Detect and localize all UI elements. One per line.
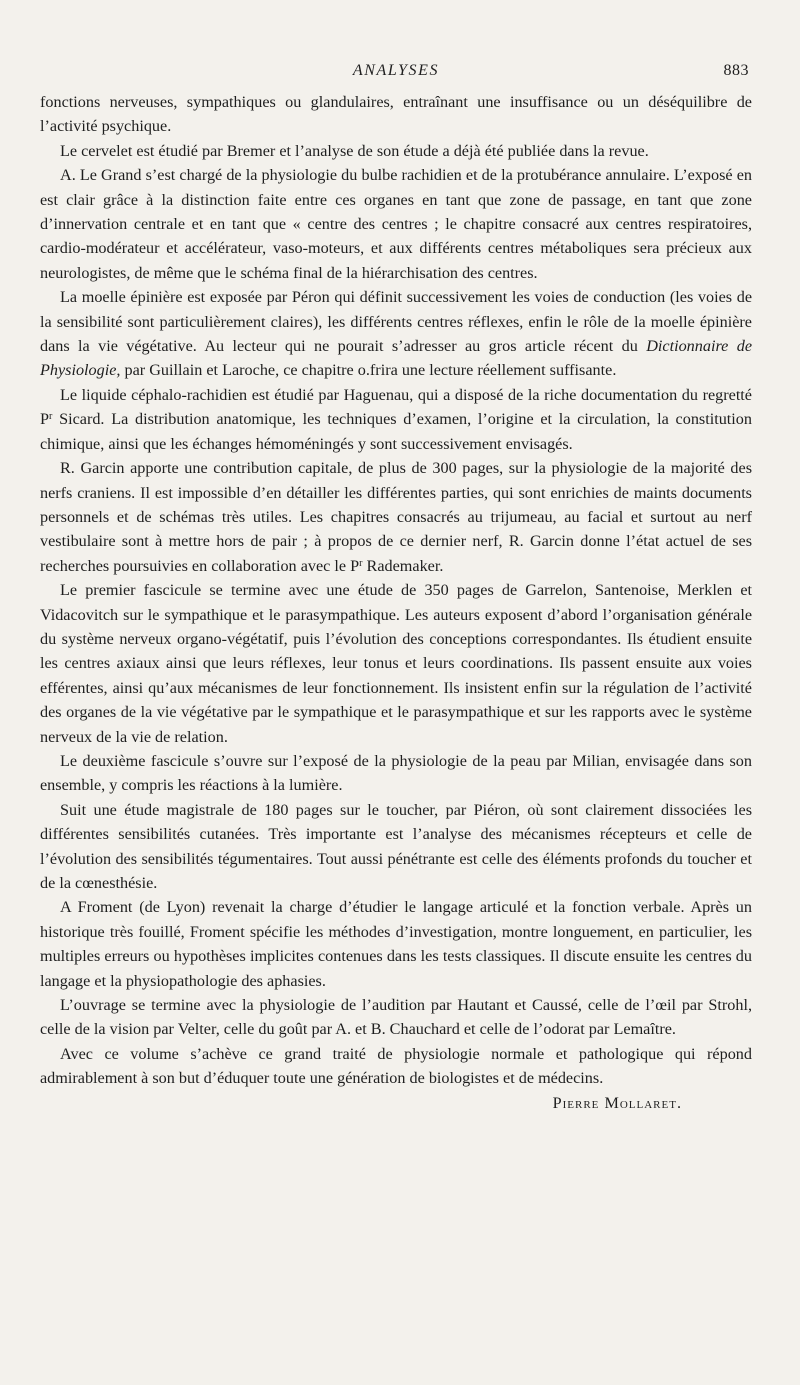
paragraph-8: Le deuxième fascicule s’ouvre sur l’exposé de la physiologie de la peau par Milian, envisagée dans son ensemble, y compris les réactions à la lumière. [40, 751, 752, 795]
paragraph-5-text-a: Le liquide céphalo-rachidien est étudié par Haguenau, qui a disposé de la riche documentation du regretté P [40, 385, 752, 429]
paragraph-6 [40, 456, 752, 578]
running-title: ANALYSES [352, 62, 440, 79]
paragraph-4 [40, 285, 752, 383]
paragraph-6-text-b: Rademaker. [362, 556, 444, 575]
paragraph-12: Avec ce volume s’achève ce grand traité de physiologie normale et pathologique qui répond admirablement à son but d’éduquer toute une génération de biologistes et de médecins. [40, 1044, 752, 1088]
paragraph-7: Le premier fascicule se termine avec une étude de 350 pages de Garrelon, Santenoise, Merklen et Vidacovitch sur le sympathique et le parasympathique. Les auteurs exposent d’abord l’organisation générale du système nerveux organo-végétatif, puis l’évolution des conceptions correspondantes. Ils étudient ensuite les centres axiaux ainsi que leurs réflexes, leur tonus et leurs coordinations. Ils passent ensuite aux voies efférentes, ainsi qu’aux mécanismes de leur fonctionnement. Ils insistent enfin sur la régulation de l’activité des organes de la vie végétative par le sympathique et le parasympathique et sur les rapports avec le système nerveux de la vie de relation. [40, 581, 752, 746]
paragraph-1: fonctions nerveuses, sympathiques ou glandulaires, entraînant une insuffisance ou un déséquilibre de l’activité psychique. [40, 93, 752, 136]
page-number: 883 [723, 62, 749, 79]
paragraph-9: Suit une étude magistrale de 180 pages sur le toucher, par Piéron, où sont clairement dissociées les différentes sensibilités cutanées. Très importante est l’analyse des mécanismes récepteurs et celle de l’évolution des sensibilités tégumentaires. Tout aussi pénétrante est celle des éléments profonds du toucher et de la cœnesthésie. [40, 800, 752, 892]
running-header [40, 58, 752, 90]
superscript-r: r [49, 411, 53, 423]
journal-page [40, 58, 752, 1115]
review-body [40, 90, 752, 1115]
superscript-r: r [359, 557, 363, 569]
cited-work-title: Dictionnaire de Physiologie, [40, 337, 753, 380]
paragraph-4-text-a: La moelle épinière est exposée par Péron qui définit successivement les voies de conduction (les voies de la sensibilité sont particulièrement claires), les différents centres réflexes, enfin le rôle de la moelle épinière dans la vie végétative. Au lecteur qui ne pourait s’adresser au gros article récent du [40, 288, 752, 356]
paragraph-11: L’ouvrage se termine avec la physiologie de l’audition par Hautant et Caussé, celle de l’œil par Strohl, celle de la vision par Velter, celle du goût par A. et B. Chauchard et celle de l’odorat par Lemaître. [40, 996, 752, 1039]
author-signature: Pierre Mollaret. [552, 1093, 682, 1112]
paragraph-5 [40, 383, 752, 456]
paragraph-2: Le cervelet est étudié par Bremer et l’analyse de son étude a déjà été publiée dans la revue. [60, 141, 649, 160]
paragraph-10: A Froment (de Lyon) revenait la charge d’étudier le langage articulé et la fonction verbale. Après un historique très fouillé, Froment spécifie les méthodes d’investigation, montre longuement, en particulier, les multiples erreurs ou hypothèses implicites contenues dans les tests classiques. Il discute ensuite les centres du langage et la physiopathologie des aphasies. [40, 898, 752, 990]
paragraph-5-text-b: Sicard. La distribution anatomique, les techniques d’examen, l’origine et la circulation, la constitution chimique, ainsi que les échanges hémoméningés y sont successivement envisagés. [40, 410, 752, 453]
paragraph-4-text-b: par Guillain et Laroche, ce chapitre o.frira une lecture réellement suffisante. [120, 361, 617, 380]
paragraph-3: A. Le Grand s’est chargé de la physiologie du bulbe rachidien et de la protubérance annulaire. L’exposé en est clair grâce à la distinction faite entre ces organes en tant que zone de passage, en tant que zone d’innervation centrale et en tant que « centre des centres ; le chapitre consacré aux centres respiratoires, cardio-modérateur et accélérateur, vaso-moteurs, et aux différents centres métaboliques sera précieux aux neurologistes, de même que le schéma final de la hiérarchisation des centres. [40, 166, 752, 282]
paragraph-6-text-a: R. Garcin apporte une contribution capitale, de plus de 300 pages, sur la physiologie de la majorité des nerfs craniens. Il est impossible d’en détailler les différentes parties, qui sont enrichies de maints documents personnels et de schémas très utiles. Les chapitres consacrés au trijumeau, au facial et surtout au nerf vestibulaire sont à mettre hors de pair ; à propos de ce dernier nerf, R. Garcin donne l’état actuel de ses recherches poursuivies en collaboration avec le P [40, 459, 752, 575]
